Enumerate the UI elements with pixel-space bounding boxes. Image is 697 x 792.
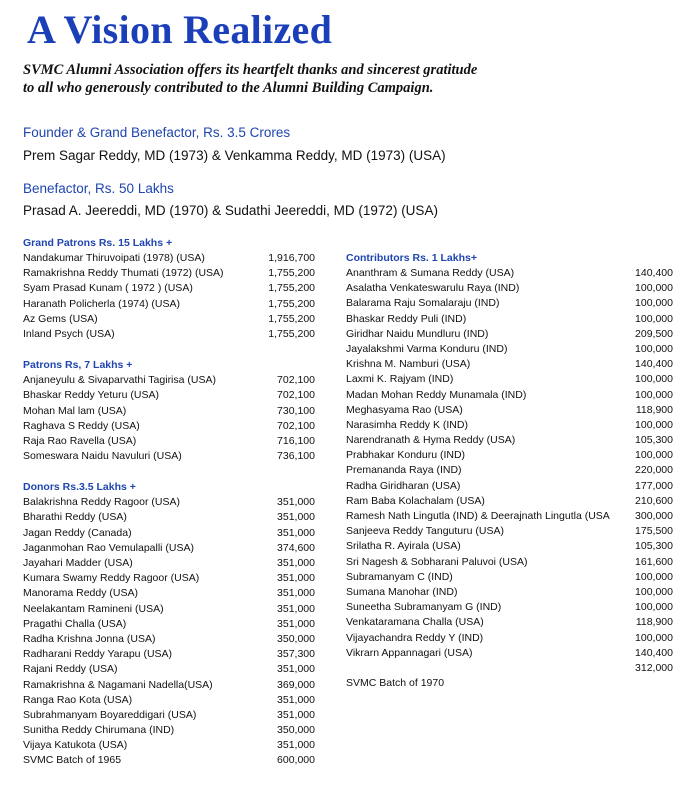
donor-name: Meghasyama Rao (USA)	[346, 403, 463, 416]
grand-patrons-list	[23, 251, 315, 342]
donor-name: Nandakumar Thiruvoipati (1978) (USA)	[23, 252, 205, 264]
donor-name: Asalatha Venkateswarulu Raya (IND)	[346, 282, 520, 295]
donation-amount: 351,000	[277, 557, 315, 569]
donation-amount: 100,000	[635, 601, 673, 614]
list-item	[346, 539, 673, 554]
donation-amount: 350,000	[277, 724, 315, 737]
list-item	[23, 693, 315, 708]
list-item	[23, 297, 315, 312]
donors-list	[23, 495, 315, 768]
list-item	[346, 433, 673, 448]
donation-amount: 351,000	[277, 587, 315, 600]
list-item	[346, 448, 673, 463]
patrons-heading: Patrons Rs, 7 Lakhs +	[23, 359, 133, 372]
list-item	[346, 266, 673, 281]
donor-name: Pragathi Challa (USA)	[23, 617, 127, 630]
donor-name: Syam Prasad Kunam ( 1972 ) (USA)	[23, 282, 193, 295]
donation-amount: 209,500	[635, 327, 673, 340]
list-item	[346, 296, 673, 311]
donation-amount: 351,000	[277, 511, 315, 524]
donation-amount: 702,100	[277, 374, 315, 387]
list-item	[23, 571, 315, 586]
donation-amount: 351,000	[277, 572, 315, 585]
list-item	[346, 615, 673, 630]
list-item	[346, 403, 673, 418]
list-item	[23, 281, 315, 296]
donation-amount: 100,000	[635, 312, 673, 325]
donation-amount: 351,000	[277, 496, 315, 509]
donor-name: Ramesh Nath Lingutla (IND) & Deerajnath Lingutla (USA	[346, 510, 610, 522]
list-item	[346, 479, 673, 494]
donor-name: SVMC Batch of 1965	[23, 754, 122, 767]
donor-name: Jayalakshmi Varma Konduru (IND)	[346, 342, 508, 355]
list-item	[23, 617, 315, 632]
donor-name: Prabhakar Konduru (IND)	[346, 449, 466, 462]
donor-name: Ranga Rao Kota (USA)	[23, 693, 133, 706]
patrons-list	[23, 373, 315, 464]
founder-names: Prem Sagar Reddy, MD (1973) & Venkamma Reddy, MD (1973) (USA)	[23, 148, 446, 163]
donation-amount: 140,400	[635, 267, 673, 279]
donor-name: Giridhar Naidu Mundluru (IND)	[346, 327, 489, 340]
donor-name: Raja Rao Ravella (USA)	[23, 434, 137, 447]
donors-heading: Donors Rs.3.5 Lakhs +	[23, 481, 136, 494]
list-item	[23, 526, 315, 541]
donation-amount: 118,900	[635, 616, 673, 629]
list-item	[346, 342, 673, 357]
list-item	[346, 494, 673, 509]
donor-name: Subrahmanyam Boyareddigari (USA)	[23, 708, 197, 721]
donation-amount: 220,000	[635, 464, 673, 477]
donor-name: Vijayachandra Reddy Y (IND)	[346, 631, 484, 644]
donation-amount: 1,755,200	[268, 282, 315, 295]
donation-amount: 351,000	[277, 602, 315, 615]
donation-amount: 100,000	[635, 585, 673, 598]
donor-name: Krishna M. Namburi (USA)	[346, 358, 471, 371]
contributors-list	[346, 266, 673, 691]
donation-amount: 1,755,200	[268, 297, 315, 310]
list-item	[346, 646, 673, 661]
donation-amount: 100,000	[635, 297, 673, 310]
donation-amount: 357,300	[277, 648, 315, 661]
donation-amount: 1,916,700	[268, 252, 315, 264]
donor-name: Bhaskar Reddy Puli (IND)	[346, 312, 467, 325]
donation-amount: 351,000	[277, 708, 315, 721]
benefactor-heading: Benefactor, Rs. 50 Lakhs	[23, 181, 174, 196]
list-item	[23, 388, 315, 403]
donor-name: Jayahari Madder (USA)	[23, 557, 133, 569]
donor-name: Ram Baba Kolachalam (USA)	[346, 494, 485, 507]
list-item	[346, 509, 673, 524]
list-item	[23, 449, 315, 464]
list-item	[346, 585, 673, 600]
subtitle-line-1: SVMC Alumni Association offers its heartfelt thanks and sincerest gratitude	[23, 62, 478, 78]
list-item	[346, 463, 673, 478]
donor-name: Neelakantam Ramineni (USA)	[23, 602, 164, 615]
list-item	[23, 495, 315, 510]
list-item	[346, 524, 673, 539]
list-item	[346, 281, 673, 296]
founder-heading: Founder & Grand Benefactor, Rs. 3.5 Crores	[23, 125, 291, 140]
list-item	[23, 419, 315, 434]
donor-name: Sanjeeva Reddy Tanguturu (USA)	[346, 525, 504, 538]
donor-name: SVMC Batch of 1970	[346, 677, 445, 690]
list-item	[23, 251, 315, 266]
donor-name: Subramanyam C (IND)	[346, 570, 453, 583]
donor-name: Haranath Policherla (1974) (USA)	[23, 297, 180, 310]
list-item	[23, 327, 315, 342]
donation-amount: 1,755,200	[268, 267, 315, 280]
donation-amount: 600,000	[277, 754, 315, 767]
list-item	[23, 678, 315, 693]
list-item	[346, 631, 673, 646]
donation-amount: 100,000	[635, 418, 673, 431]
list-item	[346, 312, 673, 327]
donor-name: Premananda Raya (IND)	[346, 464, 462, 477]
list-item	[23, 434, 315, 449]
donation-amount: 351,000	[277, 693, 315, 706]
donation-amount: 100,000	[635, 449, 673, 462]
list-item	[23, 586, 315, 601]
donor-name: Venkataramana Challa (USA)	[346, 616, 484, 629]
list-item	[23, 708, 315, 723]
donation-amount: 100,000	[635, 631, 673, 644]
donation-amount: 177,000	[635, 479, 673, 492]
donation-amount: 716,100	[277, 434, 315, 447]
donation-amount: 1,755,200	[268, 312, 315, 325]
donor-name: Manorama Reddy (USA)	[23, 587, 138, 600]
donation-amount: 369,000	[277, 678, 315, 691]
list-item	[346, 661, 673, 676]
list-item	[23, 373, 315, 388]
list-item	[23, 662, 315, 677]
donation-amount: 702,100	[277, 389, 315, 402]
donation-amount: 1,755,200	[268, 327, 315, 340]
list-item	[23, 541, 315, 556]
right-column	[346, 251, 673, 691]
donation-amount: 300,000	[635, 510, 673, 522]
contributors-heading: Contributors Rs. 1 Lakhs+	[346, 252, 477, 264]
donor-name: Ramakrishna Reddy Thumati (1972) (USA)	[23, 267, 224, 280]
list-item	[23, 753, 315, 768]
donor-name: Radha Giridharan (USA)	[346, 479, 461, 492]
list-item	[346, 676, 673, 691]
donor-name: Mohan Mal lam (USA)	[23, 404, 127, 417]
donation-amount: 175,500	[635, 525, 673, 538]
donation-amount: 350,000	[277, 632, 315, 645]
list-item	[23, 312, 315, 327]
grand-patrons-heading: Grand Patrons Rs. 15 Lakhs +	[23, 237, 173, 249]
donor-name: Ramakrishna & Nagamani Nadella(USA)	[23, 678, 213, 691]
list-item	[23, 602, 315, 617]
donation-amount: 351,000	[277, 526, 315, 539]
list-item	[346, 327, 673, 342]
donation-amount: 736,100	[277, 450, 315, 463]
donor-name: Raghava S Reddy (USA)	[23, 419, 140, 432]
list-item	[23, 404, 315, 419]
list-item	[23, 632, 315, 647]
donation-amount: 730,100	[277, 404, 315, 417]
donor-name: Az Gems (USA)	[23, 312, 98, 325]
donor-name: Narendranath & Hyma Reddy (USA)	[346, 434, 516, 447]
list-item	[346, 418, 673, 433]
list-item	[346, 388, 673, 403]
donation-amount: 210,600	[635, 494, 673, 507]
subtitle-line-2: to all who generously contributed to the Alumni Building Campaign.	[23, 80, 434, 96]
benefactor-names: Prasad A. Jeereddi, MD (1970) & Sudathi Jeereddi, MD (1972) (USA)	[23, 203, 438, 218]
donor-name: Madan Mohan Reddy Munamala (IND)	[346, 388, 527, 401]
list-item	[346, 357, 673, 372]
donor-name: Sri Nagesh & Sobharani Paluvoi (USA)	[346, 555, 528, 568]
donation-amount: 351,000	[277, 663, 315, 676]
list-item	[346, 600, 673, 615]
donation-amount: 702,100	[277, 419, 315, 432]
donation-amount: 312,000	[635, 661, 673, 674]
donation-amount: 118,900	[635, 403, 673, 416]
donor-name: Bharathi Reddy (USA)	[23, 511, 127, 524]
donor-name: Jaganmohan Rao Vemulapalli (USA)	[23, 541, 195, 554]
donation-amount: 100,000	[635, 342, 673, 355]
donation-amount: 100,000	[635, 282, 673, 295]
donor-name: Balarama Raju Somalaraju (IND)	[346, 297, 500, 310]
donation-amount: 105,300	[635, 434, 673, 447]
donation-amount: 105,300	[635, 540, 673, 553]
donor-name: Ananthram & Sumana Reddy (USA)	[346, 267, 515, 279]
donation-amount: 100,000	[635, 373, 673, 386]
donation-amount: 351,000	[277, 617, 315, 630]
subtitle	[23, 61, 543, 97]
donor-name: Radha Krishna Jonna (USA)	[23, 632, 156, 645]
donation-amount: 100,000	[635, 570, 673, 583]
donor-name: Radharani Reddy Yarapu (USA)	[23, 648, 173, 661]
donor-name: Sumana Manohar (IND)	[346, 585, 458, 598]
donor-name: Narasimha Reddy K (IND)	[346, 418, 468, 431]
list-item	[23, 738, 315, 753]
donor-name: Laxmi K. Rajyam (IND)	[346, 373, 454, 386]
list-item	[23, 723, 315, 738]
donor-name: Suneetha Subramanyam G (IND)	[346, 601, 502, 614]
donor-name: Balakrishna Reddy Ragoor (USA)	[23, 496, 180, 509]
donation-amount: 100,000	[635, 388, 673, 401]
list-item	[346, 372, 673, 387]
donor-name: Anjaneyulu & Sivaparvathi Tagirisa (USA)	[23, 374, 216, 387]
donor-name: Kumara Swamy Reddy Ragoor (USA)	[23, 572, 200, 585]
donation-amount: 161,600	[635, 555, 673, 568]
list-item	[23, 266, 315, 281]
left-column	[23, 236, 315, 769]
donor-name: Srilatha R. Ayirala (USA)	[346, 540, 461, 553]
donor-name: Inland Psych (USA)	[23, 327, 115, 340]
donor-name: Vikrarn Appannagari (USA)	[346, 646, 473, 659]
donation-amount: 374,600	[277, 541, 315, 554]
donation-amount: 351,000	[277, 739, 315, 752]
donor-name: Bhaskar Reddy Yeturu (USA)	[23, 389, 159, 402]
donor-name: Vijaya Katukota (USA)	[23, 739, 128, 752]
donor-name: Rajani Reddy (USA)	[23, 663, 118, 676]
page-title: A Vision Realized	[27, 7, 333, 52]
donor-name: Sunitha Reddy Chirumana (IND)	[23, 724, 175, 737]
list-item	[23, 556, 315, 571]
list-item	[23, 510, 315, 525]
donation-amount: 140,400	[635, 646, 673, 659]
donor-name: Someswara Naidu Navuluri (USA)	[23, 450, 182, 463]
list-item	[23, 647, 315, 662]
list-item	[346, 570, 673, 585]
list-item	[346, 555, 673, 570]
donor-name: Jagan Reddy (Canada)	[23, 526, 132, 539]
donation-amount: 140,400	[635, 358, 673, 371]
